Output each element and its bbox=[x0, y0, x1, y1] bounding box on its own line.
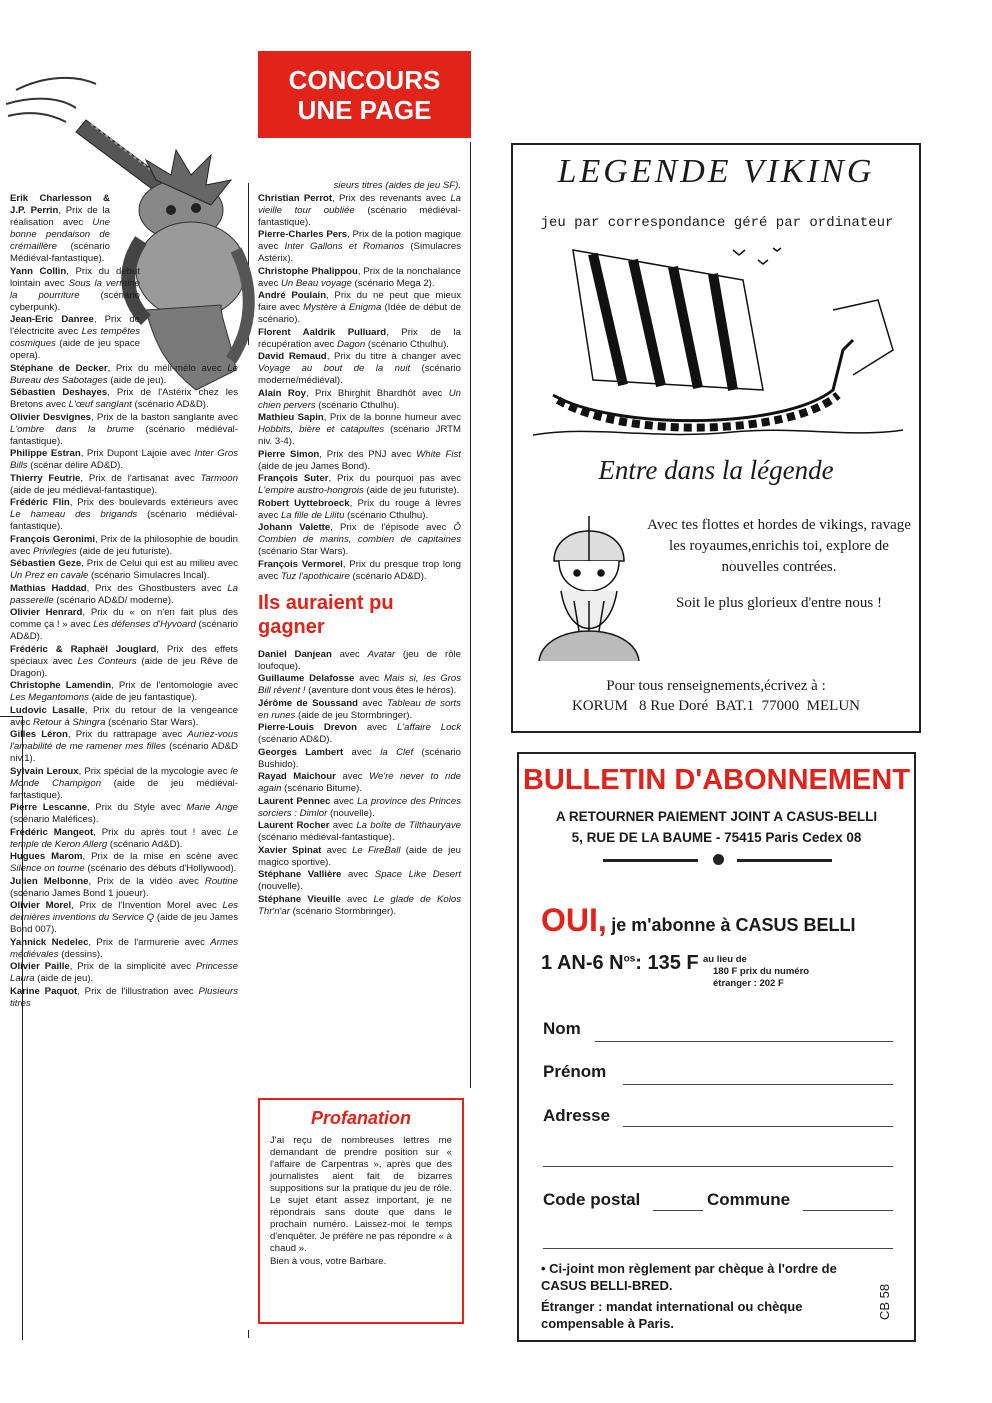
oui-rest: je m'abonne à CASUS BELLI bbox=[611, 915, 856, 935]
column-rule bbox=[248, 1330, 249, 1338]
winner-entry: André Poulain, Prix du ne peut que mieux faire avec Mystère à Enigma (Idée de début de scénario). bbox=[258, 290, 462, 325]
adresse-field[interactable] bbox=[623, 1126, 893, 1127]
section-heading-runners-up: Ils auraient pu gagner bbox=[258, 591, 394, 638]
winner-entry: Philippe Estran, Prix Dupont Lajoie avec Inter Gros Bills (scénar délire AD&D). bbox=[10, 448, 238, 471]
divider-dot bbox=[713, 854, 724, 865]
runner-up-entry: Georges Lambert avec la Clef (scénario Bushido). bbox=[258, 746, 461, 770]
continued-entry: sieurs titres (aides de jeu SF). bbox=[333, 180, 461, 191]
winner-entry: Robert Uyttebroeck, Prix du rouge à lèvres avec La fille de Lilitu (scénario Cthulhu). bbox=[258, 497, 462, 521]
oui-word: OUI, bbox=[541, 902, 607, 938]
issue-reference: CB 58 bbox=[877, 1283, 892, 1320]
profanation-box bbox=[258, 1098, 464, 1324]
price-line bbox=[541, 952, 699, 975]
subscription-address-line: 5, RUE DE LA BAUME - 75415 Paris Cedex 08 bbox=[571, 830, 862, 845]
subscription-oui-line bbox=[541, 902, 856, 939]
profanation-signature: Bien à vous, votre Barbare. bbox=[270, 1255, 387, 1267]
winner-entry: Olivier Henrard, Prix du « on n'en fait plus des comme ça ! » avec Les défenses d'Hyvoard (scénario AD&D). bbox=[10, 607, 238, 642]
winner-entry: Ludovic Lasalle, Prix du retour de la vengeance avec Retour à Shingra (scénario Star Wars). bbox=[10, 704, 238, 728]
profanation-title: Profanation bbox=[310, 1108, 411, 1128]
viking-warrior-portrait bbox=[529, 501, 649, 661]
commune-label: Commune bbox=[707, 1190, 791, 1209]
runner-up-entry: Daniel Danjean avec Avatar (jeu de rôle loufoque). bbox=[258, 648, 461, 672]
winner-entry: Yannick Nedelec, Prix de l'armurerie avec Armes médiévales (dessins). bbox=[10, 936, 238, 960]
winner-entry: David Remaud, Prix du titre à changer avec Voyage au bout de la nuit (scénario moderne/médiéval). bbox=[258, 351, 461, 386]
price-value: : 135 F bbox=[635, 952, 699, 974]
runner-up-entry: Laurent Pennec avec La province des Princes sorciers : Dimlor (nouvelle). bbox=[258, 795, 461, 819]
winner-entry: Christophe Lamendin, Prix de l'entomologie avec Les Megantomons (aide de jeu fantastique). bbox=[10, 680, 238, 703]
viking-info: Pour tous renseignements,écrivez à : bbox=[606, 678, 826, 694]
runner-up-entry: Stéphane Vallière avec Space Like Desert (nouvelle). bbox=[258, 869, 462, 892]
subscription-title: BULLETIN D'ABONNEMENT bbox=[522, 764, 911, 796]
winner-entry: Karine Paquot, Prix de l'illustration avec Plusieurs titres bbox=[10, 985, 238, 1009]
payment-note: • Ci-joint mon règlement par chèque à l'ordre de CASUS BELLI-BRED. bbox=[541, 1261, 837, 1293]
winner-entry: Frédéric Mangeot, Prix du après tout ! avec Le temple de Keron Allerg (scénario Ad&D). bbox=[10, 826, 238, 850]
runner-up-entry: Pierre-Louis Drevon avec L'affaire Lock (scénario AD&D). bbox=[258, 722, 461, 745]
viking-slogan: Soit le plus glorieux d'entre nous ! bbox=[675, 595, 882, 611]
viking-subtitle: jeu par correspondance géré par ordinateur bbox=[540, 215, 894, 231]
price-note-3: étranger : 202 F bbox=[713, 978, 784, 989]
banner-line-2: UNE PAGE bbox=[297, 95, 432, 125]
code-postal-field[interactable] bbox=[653, 1210, 703, 1211]
winner-entry: Florent Aaldrik Pulluard, Prix de la récupération avec Dagon (scénario Cthulhu). bbox=[258, 326, 462, 350]
banner-line-1: CONCOURS bbox=[288, 65, 441, 95]
adresse-field-2[interactable] bbox=[543, 1166, 893, 1167]
runner-up-entry: Stéphane Vieuille avec Le glade de Kolos Thr'n'ar (scénario Stormbringer). bbox=[258, 893, 461, 917]
winners-column-2 bbox=[258, 180, 461, 918]
viking-ship-illustration bbox=[533, 240, 903, 450]
winner-entry: Frédéric Flin, Prix des boulevards extérieurs avec Le hameau des brigands (scénario médiéval-fantastique). bbox=[10, 497, 238, 532]
winner-entry: François Suter, Prix du pourquoi pas avec L'empire austro-hongrois (aide de jeu futuriste). bbox=[258, 473, 461, 496]
winner-entry: Christian Perrot, Prix des revenants avec La vieille tour oubliée (scénario médiéval-fantastique). bbox=[258, 192, 461, 228]
winner-entry: Johann Valette, Prix de l'épisode avec Ô Combien de marins, combien de capitaines (scénario Star Wars). bbox=[258, 522, 461, 557]
winner-entry: Thierry Feutrie, Prix de l'artisanat avec Tarmoon (aide de jeu médiéval-fantastique). bbox=[10, 472, 238, 496]
runner-up-entry: Xavier Spinat avec Le FireBall (aide de jeu magico sportive). bbox=[258, 844, 461, 868]
nom-label: Nom bbox=[543, 1019, 581, 1038]
winner-entry: François Geronimi, Prix de la philosophie de boudin avec Privilegies (aide de jeu futuriste). bbox=[10, 533, 239, 557]
runner-up-entry: Rayad Maichour avec We're never to ride again (scénario Bitume). bbox=[258, 771, 461, 794]
subscription-return-line: A RETOURNER PAIEMENT JOINT A CASUS-BELLI bbox=[555, 809, 878, 824]
adresse-label: Adresse bbox=[543, 1106, 611, 1125]
winner-entry: Pierre-Charles Pers, Prix de la potion magique avec Inter Gallons et Romanos (Simulacres Astérix). bbox=[258, 229, 462, 264]
winner-entry: François Vermorel, Prix du presque trop long avec Tuz l'apothicaire (scénario AD&D). bbox=[258, 558, 461, 582]
code-postal-label: Code postal bbox=[543, 1190, 641, 1209]
winner-entry: Sébastien Deshayes, Prix de l'Astérix chez les Bretons avec L'œuf sanglant (scénario AD&D). bbox=[10, 387, 239, 410]
viking-title: LEGENDE VIKING bbox=[557, 153, 875, 190]
viking-pitch: Avec tes flottes et hordes de vikings, ravage les royaumes,enrichis toi, explore de nouvelles contrées. bbox=[647, 517, 911, 575]
runner-up-entry: Jérôme de Soussand avec Tableau de sorts en runes (aide de jeu Stormbringer). bbox=[258, 697, 461, 721]
winner-entry: Sylvain Leroux, Prix spécial de la mycologie avec le Monde Champigon (aide de jeu médiéval-fantastique). bbox=[10, 765, 238, 801]
viking-tagline: Entre dans la légende bbox=[598, 455, 834, 485]
legende-viking-ad bbox=[511, 143, 921, 733]
price-note-1: au lieu de bbox=[703, 954, 747, 965]
foreign-note: Étranger : mandat international ou chèque compensable à Paris. bbox=[541, 1299, 803, 1331]
viking-address: KORUM 8 Rue Doré BAT.1 77000 MELUN bbox=[571, 698, 861, 714]
price-note-2: 180 F prix du numéro bbox=[713, 966, 810, 977]
divider bbox=[737, 859, 832, 862]
prenom-field[interactable] bbox=[623, 1084, 893, 1085]
prenom-label: Prénom bbox=[543, 1062, 607, 1081]
winner-entry: Mathias Haddad, Prix des Ghostbusters avec La passerelle (scénario AD&D/ moderne). bbox=[10, 582, 238, 606]
subscription-form bbox=[517, 752, 916, 1342]
winner-entry: Gilles Léron, Prix du rattrapage avec Auriez-vous l'amabilité de me ramener mes filles (scénario AD&D niv.1). bbox=[10, 729, 238, 764]
winner-entry: Olivier Desvignes, Prix de la baston sanglante avec L'ombre dans la brume (scénario médiéval-fantastique). bbox=[10, 411, 238, 447]
winner-entry: Pierre Simon, Prix des PNJ avec White Fist (aide de jeu James Bond). bbox=[258, 448, 461, 472]
price-sup: os bbox=[623, 953, 636, 965]
profanation-body: J'ai reçu de nombreuses lettres me demandant de prendre position sur « l'affaire de Carpentras », après que des journalistes aient fait de bizarres suppositions sur la pratique du jeu de rôle. Le sujet étant assez important, je ne répondrais sans doute que dans le prochain numéro. Laissez-moi le temps d'enquêter. Je préfère ne pas répondre « à chaud ». bbox=[270, 1135, 452, 1254]
divider bbox=[603, 859, 698, 862]
price-label: 1 AN-6 N bbox=[541, 952, 624, 974]
nom-field[interactable] bbox=[595, 1041, 893, 1042]
winner-entry: Alain Roy, Prix Bhirghit Bhardhôt avec Un chien pervers (scénario Cthulhu). bbox=[258, 387, 461, 411]
winner-entry: Yann Collin, Prix du début lointain avec Sous la vermine la pourriture (scénario cyberpunk). bbox=[10, 265, 140, 313]
commune-field-2[interactable] bbox=[543, 1248, 893, 1249]
price-note bbox=[703, 954, 809, 990]
column-rule bbox=[470, 142, 471, 1088]
winner-entry: Hugues Marom, Prix de la mise en scène avec Silence on tourne (scénario des débuts d'Hollywood). bbox=[10, 851, 238, 874]
winner-entry: Frédéric & Raphaël Jouglard, Prix des effets spéciaux avec Les Conteurs (aide de jeu Rêve de Dragon). bbox=[10, 643, 239, 679]
winner-entry: Christophe Phalippou, Prix de la nonchalance avec Un Beau voyage (scénario Mega 2). bbox=[258, 265, 461, 289]
winner-entry: Stéphane de Decker, Prix du méli-mélo avec Le Bureau des Sabotages (aide de jeu). bbox=[10, 362, 238, 386]
concours-banner bbox=[258, 51, 471, 138]
winner-entry: Jean-Eric Danree, Prix de l'électricité avec Les tempêtes cosmiques (aide de jeu space opera). bbox=[10, 314, 140, 361]
winner-entry: Olivier Paille, Prix de la simplicité avec Princesse Laura (aide de jeu). bbox=[10, 961, 238, 984]
runner-up-entry: Guillaume Delafosse avec Mais si, les Gros Bill rêvent ! (aventure dont vous êtes le héros). bbox=[258, 673, 462, 696]
winner-entry: Erik Charlesson & J.P. Perrin, Prix de la réalisation avec Une bonne pendaison de crémaillère (scénario Médiéval-fantastique). bbox=[10, 193, 110, 264]
winner-entry: Mathieu Sapin, Prix de la bonne humeur avec Hobbits, bière et catapultes (scénario JRTM niv. 3-4). bbox=[258, 412, 462, 447]
commune-field[interactable] bbox=[803, 1210, 893, 1211]
winner-entry: Sébastien Geze, Prix de Celui qui est au milieu avec Un Prez en cavale (scénario Simulacres Incal). bbox=[10, 558, 239, 581]
winner-entry: Pierre Lescanne, Prix du Style avec Marie Ange (scénario Maléfices). bbox=[10, 802, 238, 825]
winner-entry: Olivier Morel, Prix de l'Invention Morel avec Les dernières inventions du Service Q (aide de jeu James Bond 007). bbox=[10, 900, 238, 935]
winner-entry: Julien Melbonne, Prix de la vidéo avec Routine (scénario James Bond 1 joueur). bbox=[10, 875, 238, 899]
runner-up-entry: Laurent Rocher avec La boîte de Tilthauryave (scénario médiéval-fantastique). bbox=[258, 820, 461, 843]
